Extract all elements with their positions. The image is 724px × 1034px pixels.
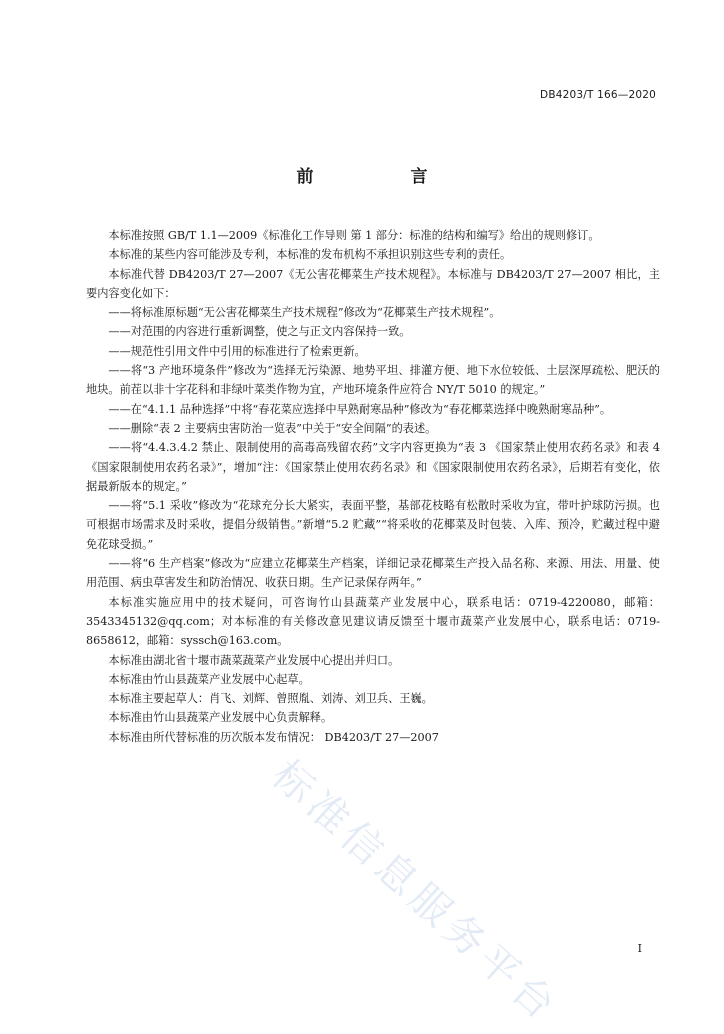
paragraph: ——规范性引用文件中引用的标准进行了检索更新。 — [108, 344, 366, 358]
paragraph: ——删除“表 2 主要病虫害防治一览表”中关于“安全间隔”的表述。 — [108, 421, 437, 435]
paragraph: ——将“4.4.3.4.2 禁止、限制使用的高毒高残留农药”文字内容更换为“表 3 《国家禁止使用农药名录》和表 4 《国家限制使用农药名录》”，增加“注：《国家禁止使用农药名录》和《国家限制使用农药名录》，后期若有变化，依据最新版本的规定。” — [86, 441, 660, 493]
paragraph: 本标准按照 GB/T 1.1—2009《标准化工作导则 第 1 部分：标准的结构和编写》给出的规则修订。 — [108, 229, 600, 242]
paragraph: 本标准主要起草人：肖飞、刘辉、曾照胤、刘涛、刘卫兵、王巍。 — [108, 692, 433, 706]
paragraph: ——将标准原标题“无公害花椰菜生产技术规程”修改为“花椰菜生产技术规程”。 — [108, 306, 501, 320]
page-title: 前 言 — [296, 167, 468, 187]
standard-code: DB4203/T 166—2020 — [540, 89, 656, 101]
document-body — [86, 226, 660, 747]
paragraph: 本标准的某些内容可能涉及专利，本标准的发布机构不承担识别这些专利的责任。 — [108, 248, 512, 262]
paragraph: ——对范围的内容进行重新调整，使之与正文内容保持一致。 — [108, 325, 411, 339]
paragraph: ——在“4.1.1 品种选择”中将“春花菜应选择中早熟耐寒品种”修改为“春花椰菜选择中晚熟耐寒品种”。 — [108, 402, 612, 416]
paragraph: 本标准由所代替标准的历次版本发布情况： DB4203/T 27—2007 — [108, 730, 439, 744]
paragraph: 本标准由竹山县蔬菜产业发展中心起草。 — [108, 672, 310, 686]
paragraph: ——将“6 生产档案”修改为“应建立花椰菜生产档案，详细记录花椰菜生产投入品名称、来源、用法、用量、使用范围、病虫草害发生和防治情况、收获日期。生产记录保存两年。” — [86, 557, 660, 590]
paragraph: 本标准由湖北省十堰市蔬菜蔬菜产业发展中心提出并归口。 — [108, 653, 400, 667]
paragraph: 本标准代替 DB4203/T 27—2007《无公害花椰菜生产技术规程》。本标准与 DB4203/T 27—2007 相比，主要内容变化如下： — [86, 267, 660, 300]
paragraph: 本标准实施应用中的技术疑问，可咨询竹山县蔬菜产业发展中心，联系电话：0719-4220080，邮箱：3543345132@qq.com；对本标准的有关修改意见建议请反馈至十堰市蔬菜产业发展中心，联系电话：0719-8658612，邮箱：syssch@163.com。 — [86, 595, 660, 648]
paragraph: ——将“5.1 采收”修改为“花球充分长大紧实，表面平整，基部花枝略有松散时采收为宜，带叶护球防污损。也可根据市场需求及时采收，提倡分级销售。”新增“5.2 贮藏”“将采收的花椰菜及时包装、入库、预冷，贮藏过程中避免花球受损。” — [86, 499, 660, 551]
paragraph: ——将“3 产地环境条件”修改为“选择无污染源、地势平坦、排灌方便、地下水位较低、土层深厚疏松、肥沃的地块。前茬以非十字花科和非绿叶菜类作物为宜，产地环境条件应符合 NY/T 5010 的规定。” — [86, 364, 660, 397]
watermark: 标准信息服务平台 — [263, 751, 568, 1033]
page-number: I — [637, 942, 642, 955]
paragraph: 本标准由竹山县蔬菜产业发展中心负责解释。 — [108, 711, 333, 725]
